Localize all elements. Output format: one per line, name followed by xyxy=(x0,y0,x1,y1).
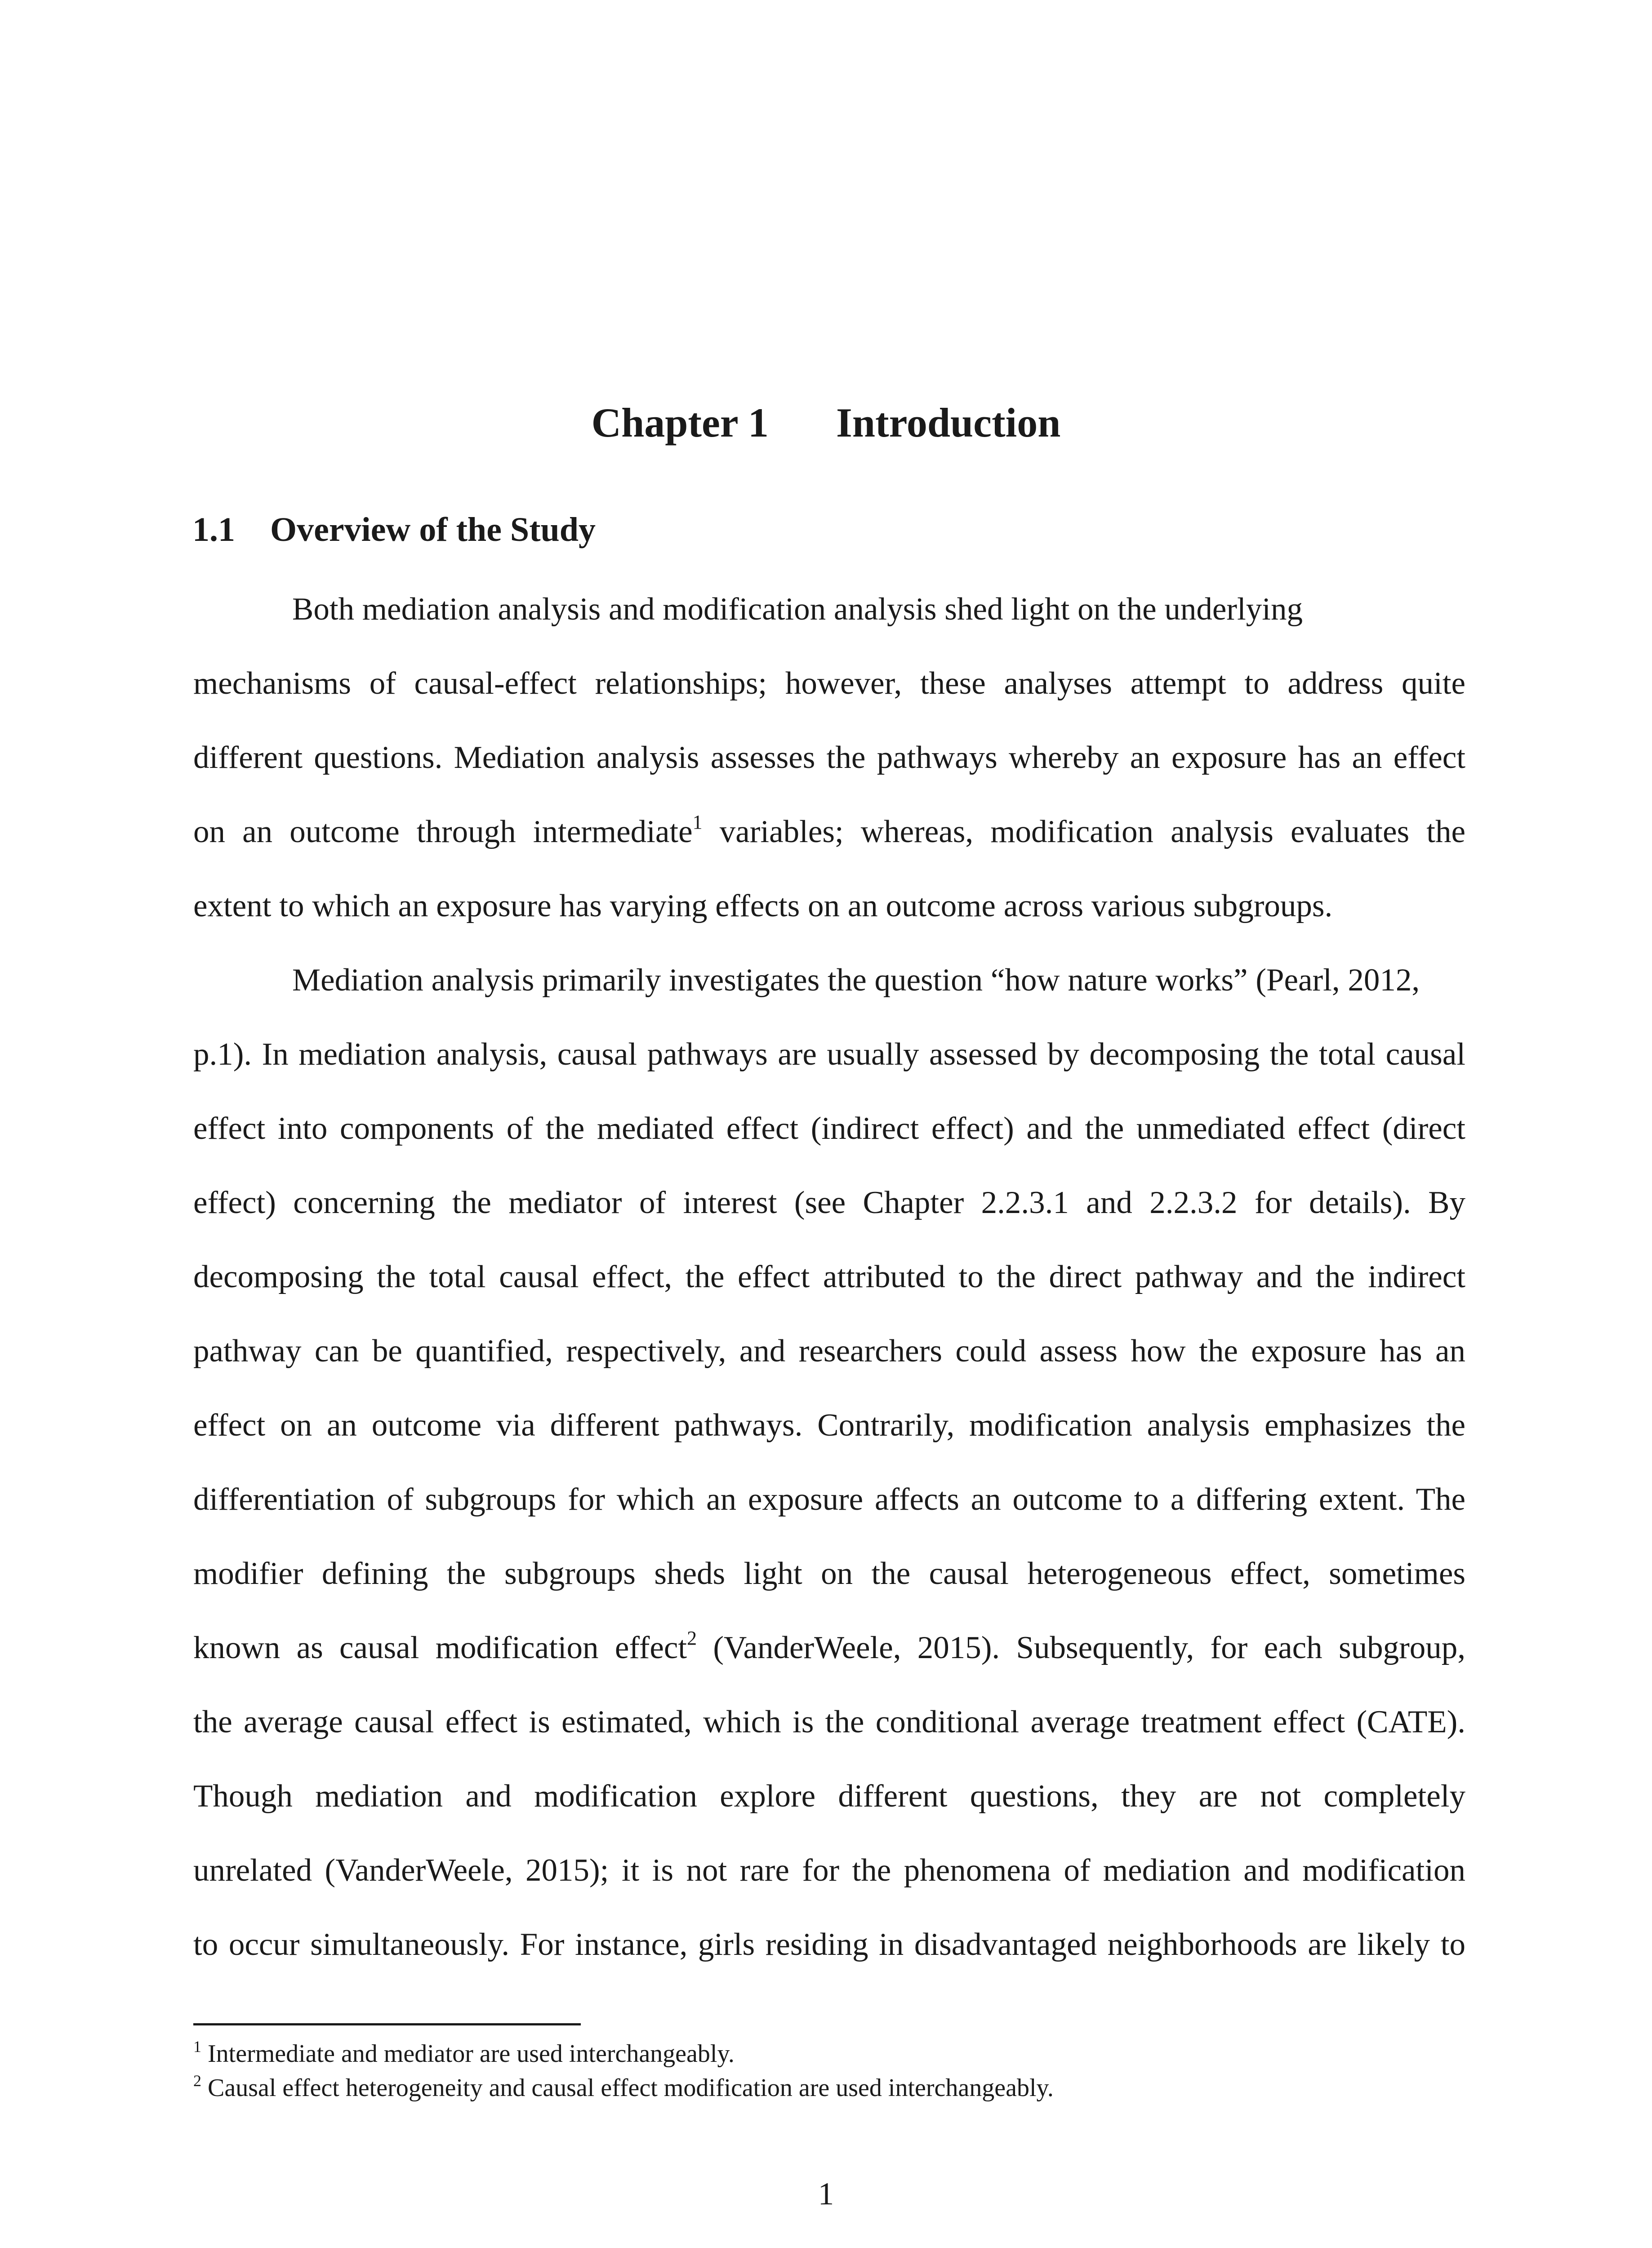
text-span: (VanderWeele, 2015). Subsequently, for each subgroup, xyxy=(697,1630,1465,1665)
footnote-text: Causal effect heterogeneity and causal effect modification are used interchangeably. xyxy=(201,2074,1054,2102)
paragraph-2-line: unrelated (VanderWeele, 2015); it is not rare for the phenomena of mediation and modification xyxy=(193,1853,1465,1888)
section-number: 1.1 xyxy=(192,511,235,549)
text-span: on an outcome through intermediate xyxy=(193,814,693,849)
chapter-heading xyxy=(0,396,1652,450)
paragraph-2-line: the average causal effect is estimated, which is the conditional average treatment effect (CATE). xyxy=(193,1704,1465,1740)
paragraph-2-line: Though mediation and modification explore different questions, they are not completely xyxy=(193,1779,1465,1814)
chapter-number: Chapter 1 xyxy=(591,400,769,446)
paragraph-1-line: different questions. Mediation analysis assesses the pathways whereby an exposure has an effect xyxy=(193,740,1465,775)
paragraph-2-line: to occur simultaneously. For instance, girls residing in disadvantaged neighborhoods are likely to xyxy=(193,1927,1465,1962)
footnote-ref-1: 1 xyxy=(692,811,703,833)
page-number: 1 xyxy=(818,2177,834,2212)
footnote-text: Intermediate and mediator are used interchangeably. xyxy=(201,2040,735,2068)
paragraph-1-line xyxy=(193,807,1465,881)
footnotes xyxy=(193,2037,1465,2105)
paragraph-2-line: differentiation of subgroups for which an exposure affects an outcome to a differing extent. The xyxy=(193,1482,1465,1517)
footnote-2 xyxy=(193,2071,1465,2105)
paragraph-2-line: effect on an outcome via different pathways. Contrarily, modification analysis emphasizes the xyxy=(193,1408,1465,1443)
footnote-mark: 1 xyxy=(193,2038,201,2056)
paragraph-1-line: Both mediation analysis and modification analysis shed light on the underlying xyxy=(292,592,1303,627)
paragraph-1-line: mechanisms of causal-effect relationships; however, these analyses attempt to address quite xyxy=(193,666,1465,701)
text-span: variables; whereas, modification analysis evaluates the xyxy=(702,814,1465,849)
paragraph-1-line: extent to which an exposure has varying effects on an outcome across various subgroups. xyxy=(193,888,1333,923)
section-heading xyxy=(192,507,596,552)
paragraph-2-line: p.1). In mediation analysis, causal pathways are usually assessed by decomposing the total causal xyxy=(193,1037,1465,1072)
section-title: Overview of the Study xyxy=(270,511,596,549)
paragraph-2-line: effect into components of the mediated effect (indirect effect) and the unmediated effect (direct xyxy=(193,1111,1465,1146)
paragraph-2-line: decomposing the total causal effect, the effect attributed to the direct pathway and the indirect xyxy=(193,1259,1465,1294)
footnote-mark: 2 xyxy=(193,2072,201,2090)
footnote-divider xyxy=(193,2023,581,2025)
paragraph-2-line: modifier defining the subgroups sheds light on the causal heterogeneous effect, sometimes xyxy=(193,1556,1465,1591)
footnote-1 xyxy=(193,2037,1465,2071)
paragraph-2-line: effect) concerning the mediator of interest (see Chapter 2.2.3.1 and 2.2.3.2 for details). By xyxy=(193,1185,1465,1220)
chapter-title: Introduction xyxy=(836,400,1061,446)
body-text xyxy=(193,584,1465,1994)
footnote-ref-2: 2 xyxy=(687,1627,697,1649)
paragraph-2-line xyxy=(193,1623,1465,1697)
paragraph-2-line: pathway can be quantified, respectively, and researchers could assess how the exposure has an xyxy=(193,1334,1465,1369)
paragraph-2-line: Mediation analysis primarily investigates the question “how nature works” (Pearl, 2012, xyxy=(292,963,1420,998)
text-span: known as causal modification effect xyxy=(193,1630,687,1665)
